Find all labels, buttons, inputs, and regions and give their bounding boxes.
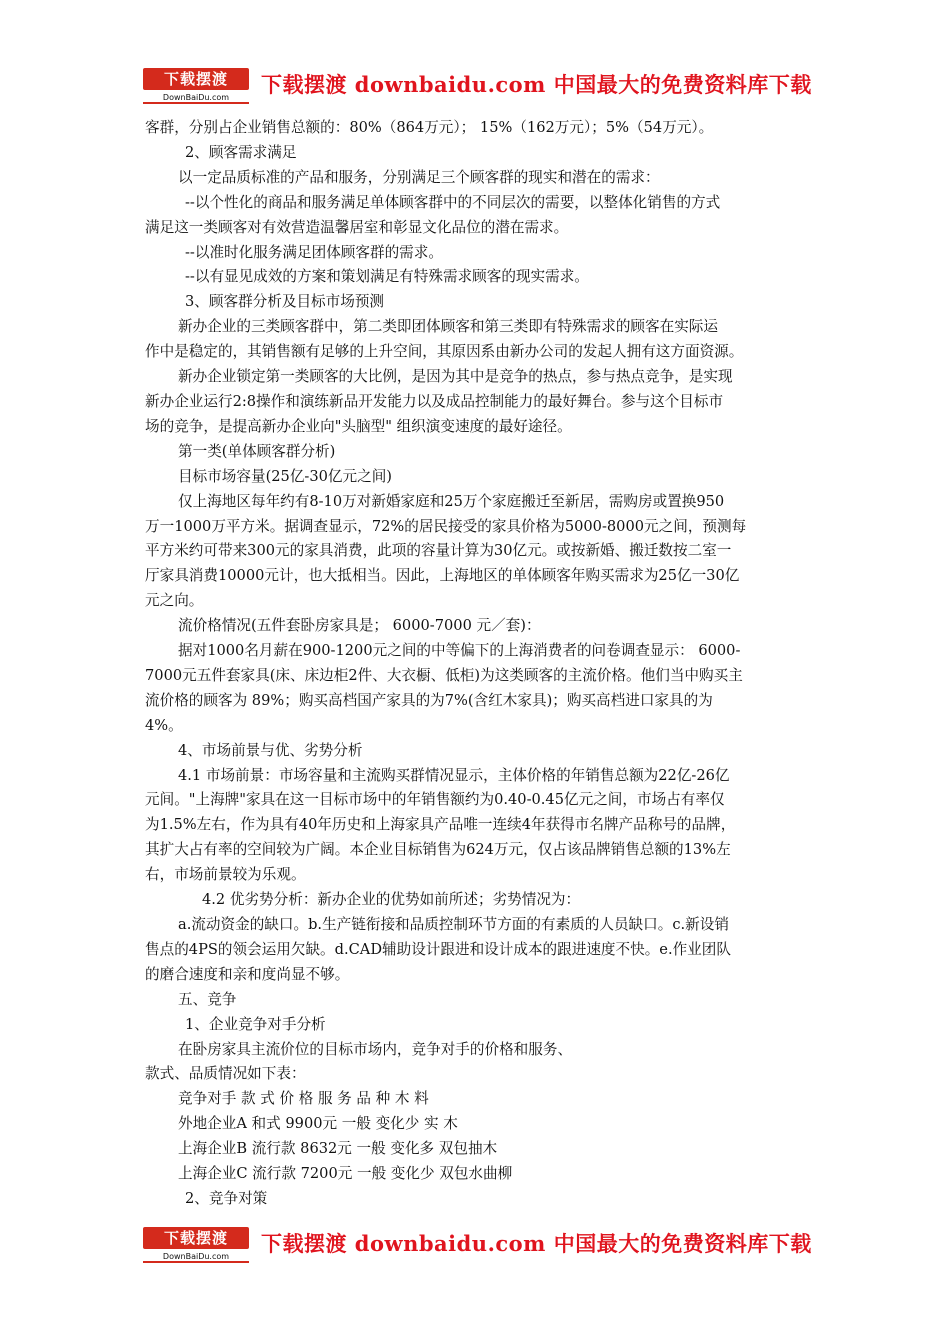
text-line: 作中是稳定的，其销售额有足够的上升空间，其原因系由新办公司的发起人拥有这方面资源。 [145, 343, 744, 361]
text-line: 厅家具消费10000元计，也大抵相当。因此，上海地区的单体顾客年购买需求为25亿一30亿 [145, 567, 740, 585]
logo-main-text: 下载摆渡 [143, 68, 249, 90]
logo-sub-text: DownBaiDu.com [143, 91, 249, 104]
site-logo[interactable] [143, 1227, 249, 1263]
site-logo[interactable] [143, 68, 249, 104]
footer-banner [143, 1225, 812, 1265]
text-line: 其扩大占有率的空间较为广阔。本企业目标销售为624万元，仅占该品牌销售总额的13%左 [145, 841, 731, 859]
text-line: 4.1 市场前景：市场容量和主流购买群情况显示，主体价格的年销售总额为22亿-26亿 [178, 766, 730, 784]
text-line: 3、顾客群分析及目标市场预测 [185, 293, 385, 311]
text-line: 1、企业竞争对手分析 [185, 1015, 326, 1033]
text-line: 在卧房家具主流价位的目标市场内，竞争对手的价格和服务、 [178, 1040, 573, 1058]
header-slogan[interactable]: 下载摆渡 downbaidu.com 中国最大的免费资料库下载 [261, 72, 812, 97]
logo-main-text: 下载摆渡 [143, 1227, 249, 1249]
text-line: a.流动资金的缺口。b.生产链衔接和品质控制环节方面的有素质的人员缺口。c.新设销 [178, 916, 729, 933]
text-line: 2、竞争对策 [185, 1189, 268, 1207]
header-banner [143, 66, 812, 106]
text-line: 元之向。 [145, 592, 204, 610]
text-line: 满足这一类顾客对有效营造温馨居室和彰显文化品位的潜在需求。 [145, 218, 569, 236]
text-line: 平方米约可带来300元的家具消费，此项的容量计算为30亿元。或按新婚、搬迁数按二室一 [145, 542, 732, 560]
text-line: 流价格情况(五件套卧房家具是； 6000-7000 元／套)： [178, 617, 541, 635]
text-line: 2、顾客需求满足 [185, 143, 297, 161]
text-line: 售点的4PS的领会运用欠缺。d.CAD辅助设计跟进和设计成本的跟进速度不快。e.作业团队 [145, 940, 731, 958]
text-line: 款式、品质情况如下表： [145, 1065, 306, 1083]
text-line: 右，市场前景较为乐观。 [145, 866, 306, 884]
text-line: 万一1000万平方米。据调查显示，72%的居民接受的家具价格为5000-8000元之间，预测每 [145, 517, 747, 535]
text-line: 竞争对手 款 式 价 格 服 务 品 种 木 料 [178, 1090, 429, 1108]
text-line: 仅上海地区每年约有8-10万对新婚家庭和25万个家庭搬迁至新居，需购房或置换950 [178, 492, 725, 510]
text-line: 为1.5%左右，作为具有40年历史和上海家具产品唯一连续4年获得市名牌产品称号的品牌， [145, 816, 736, 834]
footer-slogan[interactable]: 下载摆渡 downbaidu.com 中国最大的免费资料库下载 [261, 1231, 812, 1256]
text-line: 流价格的顾客为 89%；购买高档国产家具的为7%(含红木家具)；购买高档进口家具的为 [145, 691, 713, 709]
text-line: --以个性化的商品和服务满足单体顾客群中的不同层次的需要，以整体化销售的方式 [185, 193, 721, 211]
document-body [145, 116, 813, 1212]
text-line: 4.2 优劣势分析：新办企业的优势如前所述；劣势情况为： [202, 891, 581, 909]
text-line: 4%。 [145, 716, 183, 734]
text-line: 外地企业A 和式 9900元 一般 变化少 实 木 [178, 1115, 458, 1133]
text-line: 据对1000名月薪在900-1200元之间的中等偏下的上海消费者的问卷调查显示： 6000- [178, 642, 741, 660]
text-line: 7000元五件套家具(床、床边柜2件、大衣橱、低柜)为这类顾客的主流价格。他们当中购买主 [145, 666, 743, 684]
logo-sub-text: DownBaiDu.com [143, 1250, 249, 1263]
text-line: --以准时化服务满足团体顾客群的需求。 [185, 243, 443, 261]
text-line: 客群，分别占企业销售总额的：80%（864万元）； 15%（162万元）；5%（54万元）。 [145, 119, 714, 136]
text-line: 以一定品质标准的产品和服务，分别满足三个顾客群的现实和潜在的需求： [178, 168, 660, 186]
text-line: 上海企业B 流行款 8632元 一般 变化多 双包抽木 [178, 1140, 498, 1158]
text-line: 新办企业的三类顾客群中，第二类即团体顾客和第三类即有特殊需求的顾客在实际运 [178, 318, 718, 336]
text-line: 场的竞争，是提高新办企业向"头脑型" 组织演变速度的最好途径。 [145, 417, 572, 435]
text-line: 元间。"上海牌"家具在这一目标市场中的年销售额约为0.40-0.45亿元之间，市场占有率仅 [145, 791, 725, 809]
text-line: 上海企业C 流行款 7200元 一般 变化少 双包水曲柳 [178, 1165, 513, 1183]
text-line: 4、市场前景与优、劣势分析 [178, 741, 363, 759]
text-line: 第一类(单体顾客群分析) [178, 442, 336, 460]
text-line: 五、竞争 [178, 990, 237, 1008]
text-line: 的磨合速度和亲和度尚显不够。 [145, 965, 350, 983]
text-line: --以有显见成效的方案和策划满足有特殊需求顾客的现实需求。 [185, 268, 589, 286]
text-line: 目标市场容量(25亿-30亿元之间) [178, 467, 392, 485]
text-line: 新办企业锁定第一类顾客的大比例，是因为其中是竞争的热点，参与热点竞争，是实现 [178, 368, 733, 386]
text-line: 新办企业运行2:8操作和演练新品开发能力以及成品控制能力的最好舞台。参与这个目标市 [145, 392, 724, 410]
